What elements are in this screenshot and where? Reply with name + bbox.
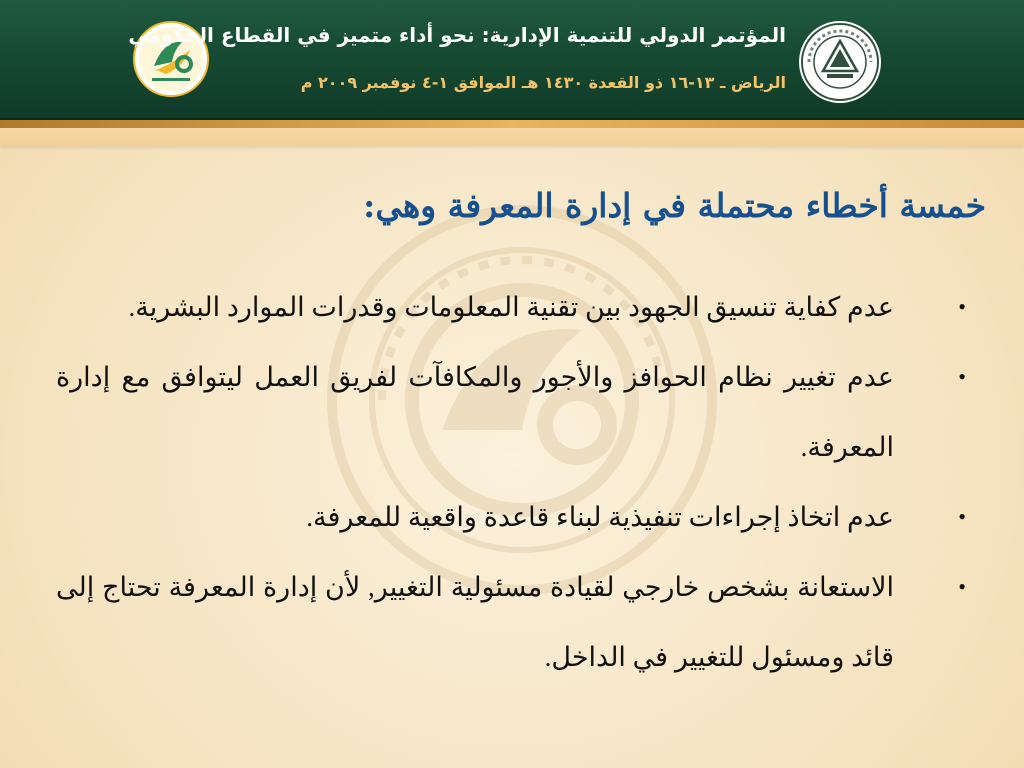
bullet-dot-icon: • xyxy=(958,504,966,529)
bullet-dot-icon: • xyxy=(958,294,966,319)
bullet-dot-icon: • xyxy=(958,574,966,599)
bullet-dot-icon: • xyxy=(958,364,966,389)
bullet-item xyxy=(56,482,976,552)
header-gold-stripe xyxy=(0,120,1024,128)
conference-date: الرياض ـ ١٣-١٦ ذو القعدة ١٤٣٠ هـ الموافق ١-٤ نوفمبر ٢٠٠٩ م xyxy=(300,73,786,92)
bullet-item xyxy=(56,342,976,482)
bullet-text: الاستعانة بشخص خارجي لقيادة مسئولية التغيير, لأن إدارة المعرفة تحتاج إلى قائد ومسئول للتغيير في الداخل. xyxy=(56,572,894,672)
bullet-item xyxy=(56,272,976,342)
bullet-list xyxy=(56,272,976,692)
bullet-text: عدم تغيير نظام الحوافز والأجور والمكافآت لفريق العمل ليتوافق مع إدارة المعرفة. xyxy=(56,362,894,462)
bullet-item xyxy=(56,552,976,692)
slide-heading: خمسة أخطاء محتملة في إدارة المعرفة وهي: xyxy=(363,186,986,225)
conference-title: المؤتمر الدولي للتنمية الإدارية: نحو أداء متميز في القطاع الحكومي xyxy=(128,23,786,47)
bullet-text: عدم اتخاذ إجراءات تنفيذية لبناء قاعدة واقعية للمعرفة. xyxy=(306,502,894,532)
header-cream-stripe xyxy=(0,128,1024,146)
conference-header xyxy=(0,0,1024,120)
bullet-text: عدم كفاية تنسيق الجهود بين تقنية المعلومات وقدرات الموارد البشرية. xyxy=(128,292,894,322)
institute-seal-icon xyxy=(797,19,883,105)
